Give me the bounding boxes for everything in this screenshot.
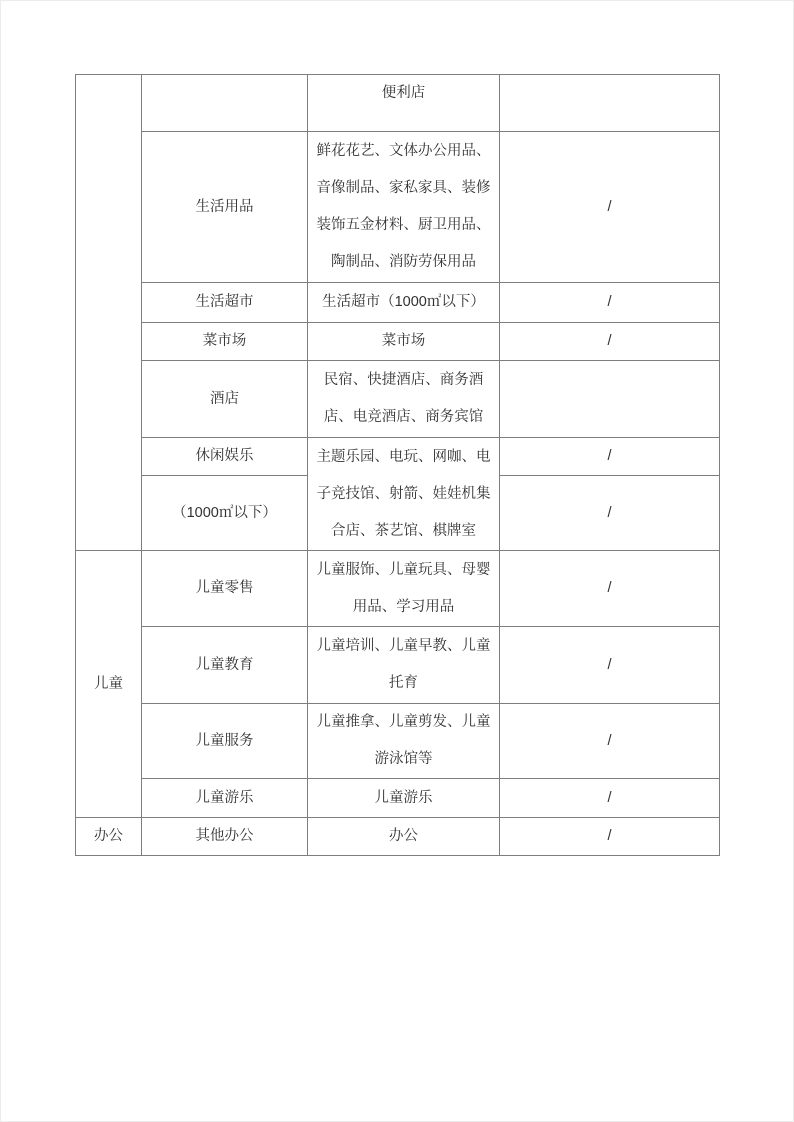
mark-cell: / bbox=[500, 438, 720, 476]
subcategory-cell: 生活超市 bbox=[142, 283, 308, 323]
detail-cell: 菜市场 bbox=[308, 323, 500, 361]
poi-category-table bbox=[75, 74, 720, 856]
table-row bbox=[76, 361, 720, 438]
detail-cell: 民宿、快捷酒店、商务酒店、电竞酒店、商务宾馆 bbox=[308, 361, 500, 438]
mark-cell: / bbox=[500, 627, 720, 704]
detail-cell: 儿童服饰、儿童玩具、母婴用品、学习用品 bbox=[308, 551, 500, 627]
mark-cell: / bbox=[500, 283, 720, 323]
mark-cell: / bbox=[500, 779, 720, 818]
table-row bbox=[76, 818, 720, 856]
detail-cell: 生活超市（1000㎡以下） bbox=[308, 283, 500, 323]
mark-cell: / bbox=[500, 818, 720, 856]
mark-cell: / bbox=[500, 551, 720, 627]
table-row bbox=[76, 323, 720, 361]
category-cell-continued bbox=[76, 75, 142, 551]
table-row bbox=[76, 438, 720, 476]
table-row bbox=[76, 75, 720, 132]
subcategory-cell: 儿童服务 bbox=[142, 704, 308, 779]
mark-cell: / bbox=[500, 476, 720, 551]
subcategory-cell: 生活用品 bbox=[142, 132, 308, 283]
mark-cell: / bbox=[500, 323, 720, 361]
subcategory-cell: 休闲娱乐 bbox=[142, 438, 308, 476]
subcategory-cell: 儿童游乐 bbox=[142, 779, 308, 818]
subcategory-cell: 菜市场 bbox=[142, 323, 308, 361]
subcategory-cell: 儿童教育 bbox=[142, 627, 308, 704]
detail-cell: 儿童游乐 bbox=[308, 779, 500, 818]
table-row bbox=[76, 132, 720, 283]
table-row bbox=[76, 551, 720, 627]
detail-cell: 鲜花花艺、文体办公用品、音像制品、家私家具、装修装饰五金材料、厨卫用品、陶制品、消防劳保用品 bbox=[308, 132, 500, 283]
detail-cell: 办公 bbox=[308, 818, 500, 856]
mark-cell bbox=[500, 75, 720, 132]
subcategory-cell: 儿童零售 bbox=[142, 551, 308, 627]
table-row bbox=[76, 627, 720, 704]
mark-cell bbox=[500, 361, 720, 438]
mark-cell: / bbox=[500, 132, 720, 283]
table-row bbox=[76, 704, 720, 779]
detail-cell: 便利店 bbox=[308, 75, 500, 132]
table-row bbox=[76, 779, 720, 818]
detail-cell: 儿童推拿、儿童剪发、儿童游泳馆等 bbox=[308, 704, 500, 779]
subcategory-cell: 酒店 bbox=[142, 361, 308, 438]
category-cell-office: 办公 bbox=[76, 818, 142, 856]
detail-cell-merged: 主题乐园、电玩、网咖、电子竞技馆、射箭、娃娃机集合店、茶艺馆、棋牌室 bbox=[308, 438, 500, 551]
detail-cell: 儿童培训、儿童早教、儿童托育 bbox=[308, 627, 500, 704]
subcategory-cell: 其他办公 bbox=[142, 818, 308, 856]
subcategory-cell: （1000㎡以下） bbox=[142, 476, 308, 551]
mark-cell: / bbox=[500, 704, 720, 779]
subcategory-cell bbox=[142, 75, 308, 132]
table-row bbox=[76, 283, 720, 323]
category-cell-children: 儿童 bbox=[76, 551, 142, 818]
